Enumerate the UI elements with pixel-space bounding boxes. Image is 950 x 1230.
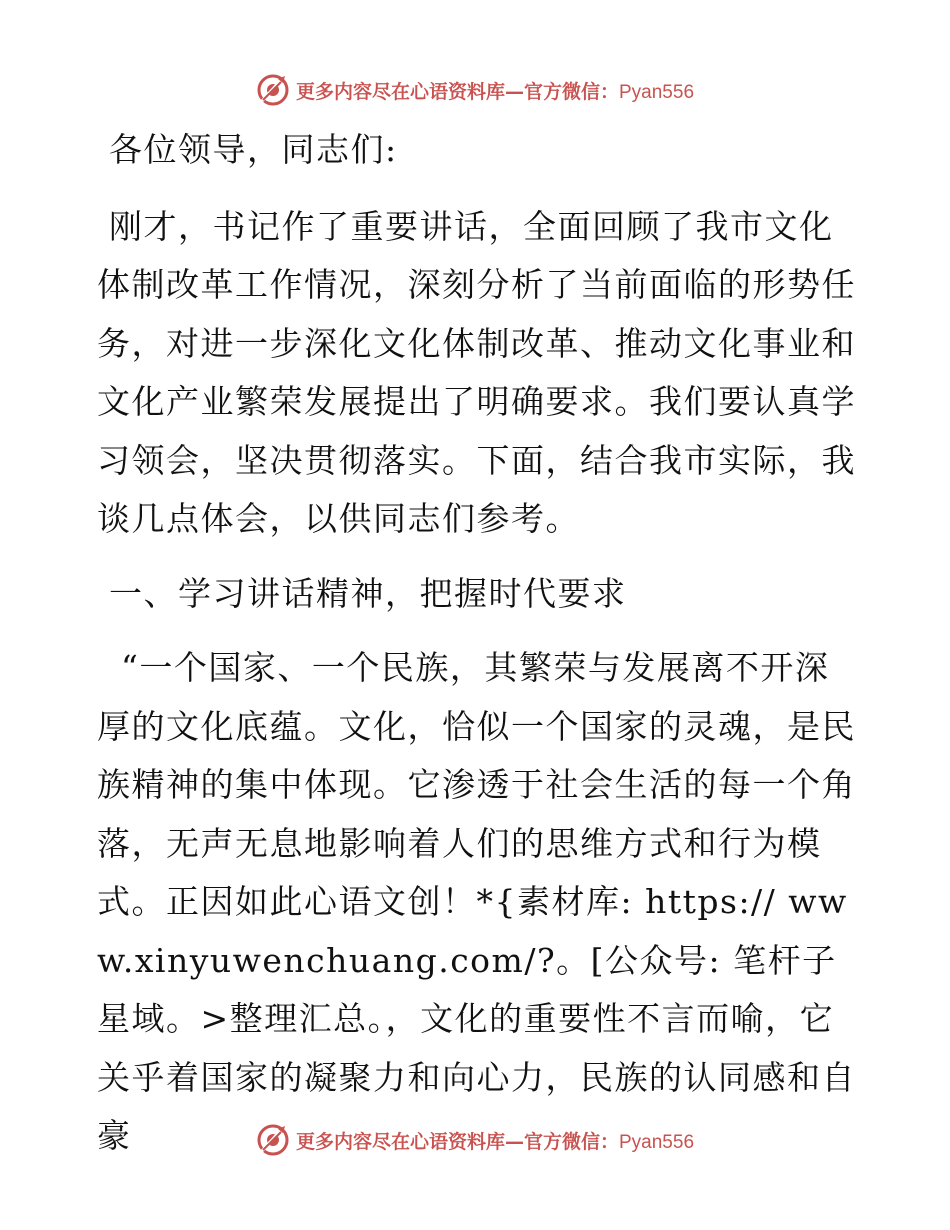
watermark-separator: — <box>504 1130 524 1153</box>
greeting: 各位领导，同志们: <box>97 130 398 169</box>
watermark-text <box>296 77 694 104</box>
watermark-official: 官方微信： <box>523 1130 619 1153</box>
watermark-official: 官方微信： <box>523 80 619 103</box>
header-watermark <box>0 70 950 110</box>
xinyu-logo-icon <box>256 1123 290 1157</box>
document-body <box>97 121 857 1166</box>
footer-watermark <box>0 1120 950 1160</box>
watermark-prefix: 更多内容尽在心语资料库 <box>295 80 505 103</box>
xinyu-logo-icon <box>256 73 290 107</box>
watermark-text <box>296 1127 694 1154</box>
paragraph-culture: “一个国家、一个民族，其繁荣与发展离不开深厚的文化底蕴。文化，恰似一个国家的灵魂，是民族精神的集中体现。它渗透于社会生活的每一个角落，无声无息地影响着人们的思维方式和行为模式。正因如此心语文创！*{素材库: https:// www.xinyuwenchuang.com/?。[公众号: 笔杆子星域。>整理汇总。，文化的重要性不言而喻，它关乎着国家的凝聚力和向心力，民族的认同感和自豪 <box>97 648 856 1155</box>
watermark-account: Pyan556 <box>619 1131 695 1153</box>
section-heading-1: 一、学习讲话精神，把握时代要求 <box>97 573 627 613</box>
watermark-prefix: 更多内容尽在心语资料库 <box>295 1130 505 1153</box>
watermark-separator: — <box>504 80 524 103</box>
watermark-account: Pyan556 <box>619 81 695 103</box>
paragraph-intro: 刚才，书记作了重要讲话，全面回顾了我市文化体制改革工作情况，深刻分析了当前面临的形势任务，对进一步深化文化体制改革、推动文化事业和文化产业繁荣发展提出了明确要求。我们要认真学习领会，坚决贯彻落实。下面，结合我市实际，我谈几点体会，以供同志们参考。 <box>97 206 856 538</box>
